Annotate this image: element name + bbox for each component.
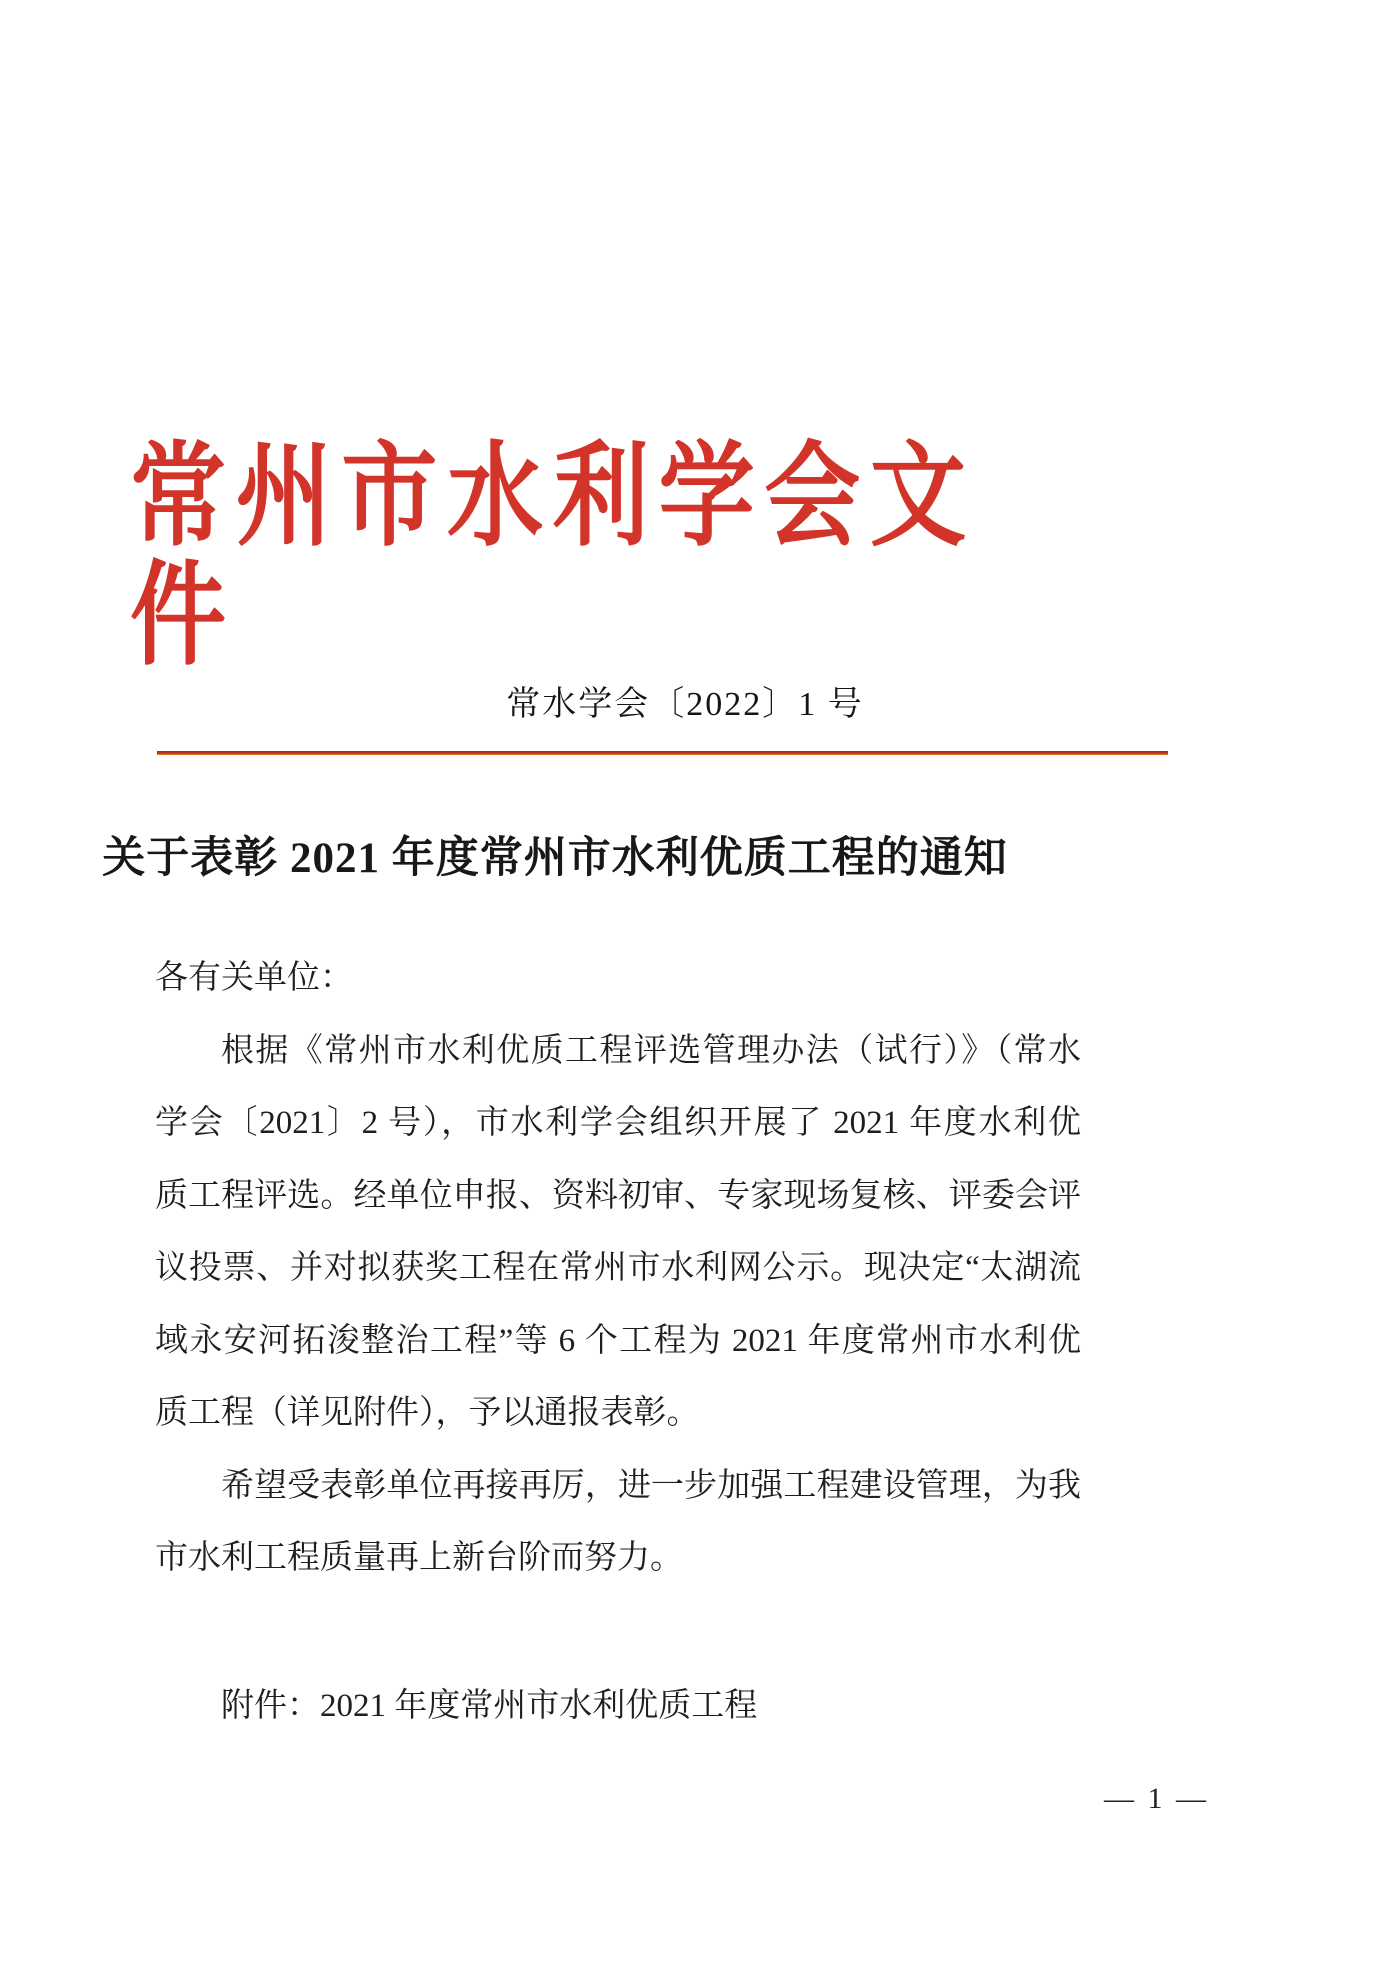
salutation-line: 各有关单位： (155, 960, 353, 996)
paragraph2-line-2: 市水利工程质量再上新台阶而努力。 (155, 1540, 683, 1576)
paragraph1-line-6: 质工程（详见附件），予以通报表彰。 (155, 1395, 700, 1431)
paragraph1-line-4: 议投票、并对拟获奖工程在常州市水利网公示。现决定“太湖流 (155, 1250, 1081, 1286)
paragraph1-line-5: 域永安河拓浚整治工程”等 6 个工程为 2021 年度常州市水利优 (155, 1322, 1081, 1359)
paragraph2-line-1: 希望受表彰单位再接再厉，进一步加强工程建设管理，为我 (221, 1467, 1081, 1504)
page-number: — 1 — (1104, 1782, 1209, 1815)
attachment-line: 附件：2021 年度常州市水利优质工程 (221, 1688, 758, 1724)
document-body (155, 942, 1081, 1595)
masthead-title: 常州市水利学会文件 (130, 433, 966, 679)
red-divider-rule (157, 751, 1168, 755)
paragraph1-line-2: 学会〔2021〕2 号），市水利学会组织开展了 2021 年度水利优 (155, 1105, 1081, 1141)
paragraph1-line-1: 根据《常州市水利优质工程评选管理办法（试行）》（常水 (221, 1032, 1081, 1069)
document-number: 常水学会〔2022〕1 号 (506, 686, 864, 723)
paragraph1-line-3: 质工程评选。经单位申报、资料初审、专家现场复核、评委会评 (155, 1177, 1081, 1214)
notice-title: 关于表彰 2021 年度常州市水利优质工程的通知 (102, 835, 1008, 882)
